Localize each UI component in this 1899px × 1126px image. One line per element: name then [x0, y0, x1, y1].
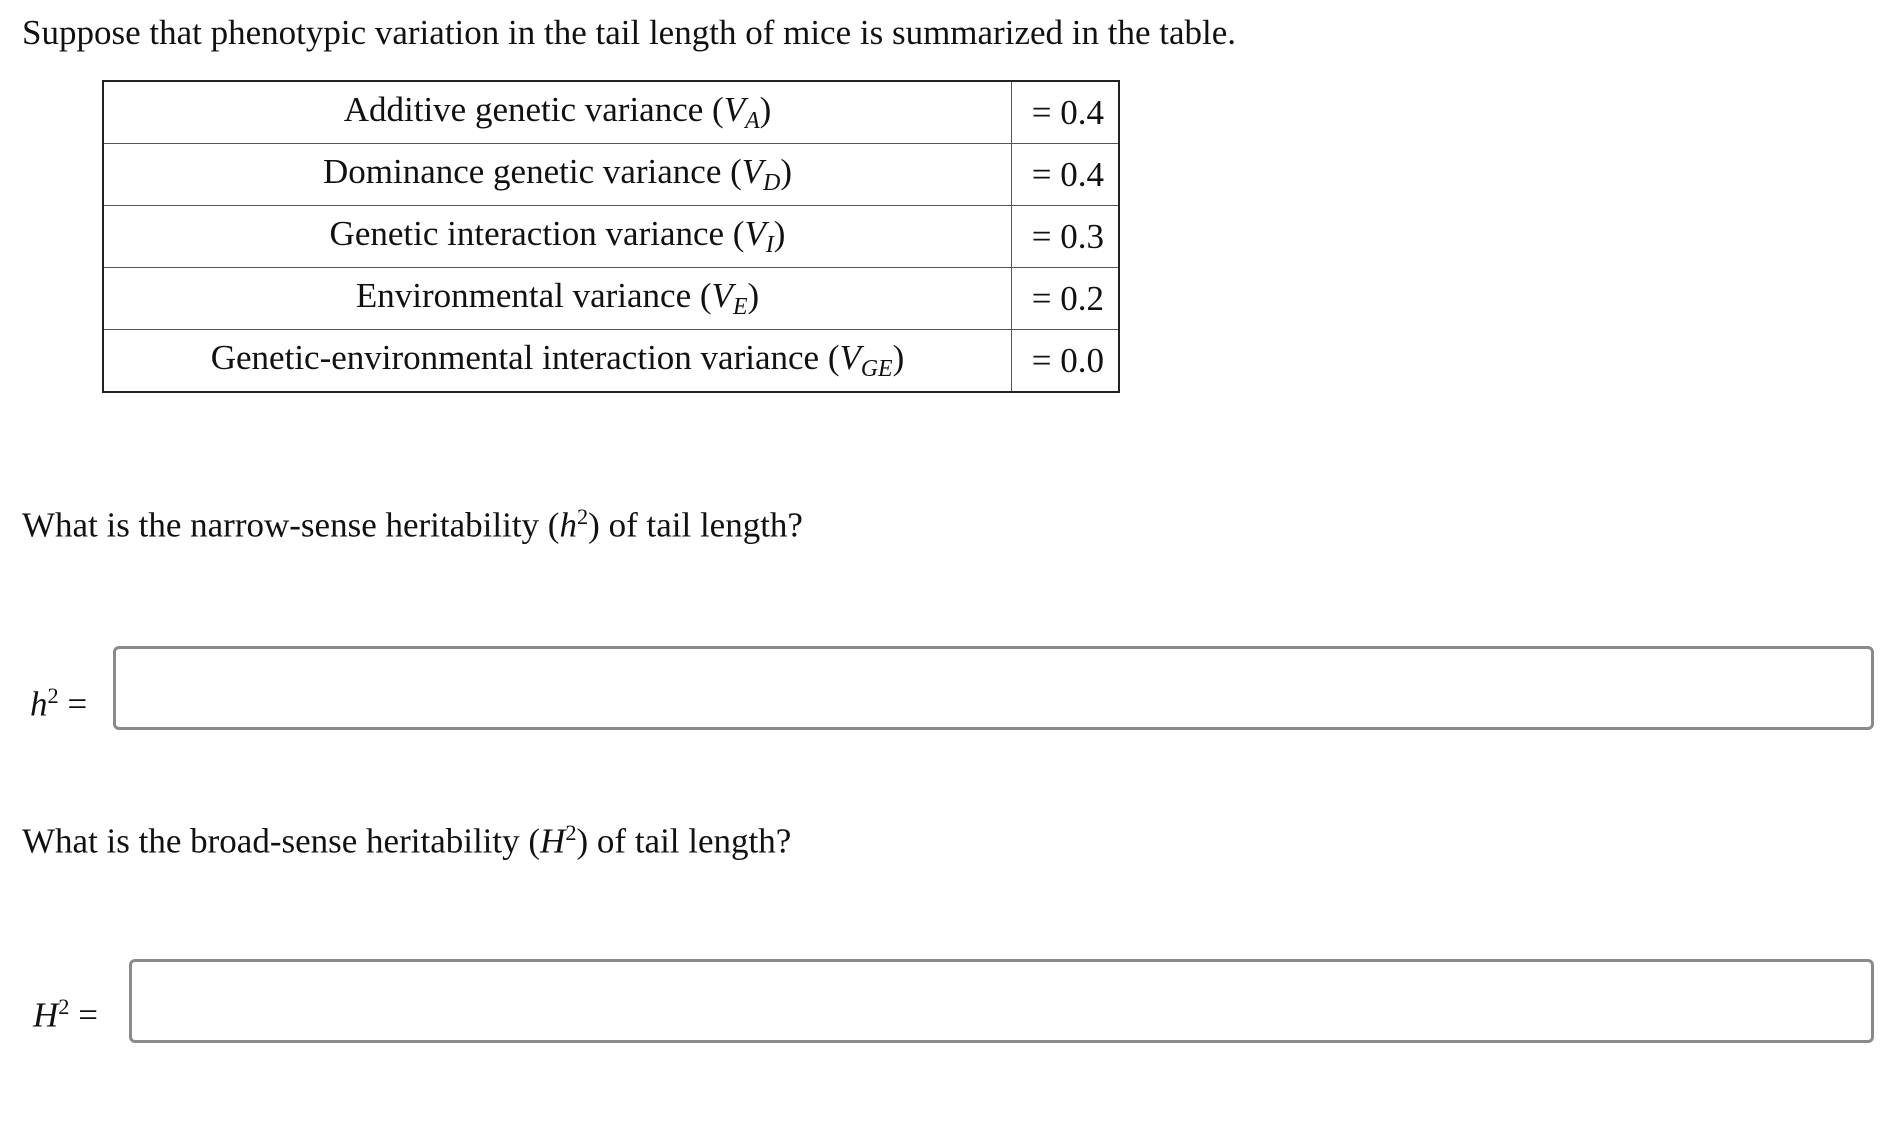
- variance-symbol: V: [744, 213, 766, 253]
- variance-table: [102, 80, 1120, 393]
- variance-label-cell: [103, 268, 1012, 330]
- table-row: [103, 268, 1119, 330]
- variance-symbol: V: [839, 337, 861, 377]
- variance-label: Genetic-environmental interaction variance (: [210, 337, 840, 377]
- intro-text: Suppose that phenotypic variation in the tail length of mice is summarized in the table.: [22, 13, 1237, 52]
- answer-superscript: 2: [47, 683, 59, 708]
- table-row: [103, 81, 1119, 144]
- variance-subscript: E: [732, 294, 748, 321]
- table-row: [103, 206, 1119, 268]
- variance-label-cell: [103, 144, 1012, 206]
- answer-equals: =: [58, 684, 88, 724]
- variance-value: = 0.0: [1012, 330, 1120, 393]
- narrow-sense-answer-input[interactable]: [113, 646, 1874, 730]
- variance-label-cell: [103, 81, 1012, 144]
- variance-label: Genetic interaction variance (: [329, 213, 745, 253]
- question-symbol: H: [540, 821, 566, 861]
- close-paren: ): [780, 151, 793, 191]
- question-text-pre: What is the narrow-sense heritability (: [22, 505, 560, 545]
- variance-label: Dominance genetic variance (: [322, 151, 742, 191]
- close-paren: ): [747, 275, 760, 315]
- answer-symbol: h: [30, 684, 48, 724]
- variance-subscript: GE: [860, 356, 893, 383]
- variance-label-cell: [103, 206, 1012, 268]
- variance-value: = 0.4: [1031, 92, 1104, 132]
- close-paren: ): [759, 89, 772, 129]
- question-text-pre: What is the broad-sense heritability (: [22, 821, 541, 861]
- question-text-post: ) of tail length?: [576, 821, 792, 861]
- question-symbol: h: [559, 505, 577, 545]
- variance-symbol: V: [711, 275, 733, 315]
- close-paren: ): [773, 213, 786, 253]
- variance-subscript: D: [763, 170, 781, 197]
- answer-superscript: 2: [58, 994, 70, 1019]
- variance-subscript: I: [765, 232, 774, 259]
- variance-label: Additive genetic variance (: [343, 89, 724, 129]
- broad-sense-answer-input[interactable]: [129, 959, 1874, 1043]
- narrow-sense-answer-label: [30, 673, 87, 726]
- variance-value: = 0.3: [1012, 206, 1120, 268]
- close-paren: ): [892, 337, 905, 377]
- variance-symbol: V: [723, 89, 746, 129]
- table-row: [103, 330, 1119, 393]
- variance-label: Environmental variance (: [355, 275, 712, 315]
- variance-value: = 0.4: [1012, 144, 1120, 206]
- table-row: [103, 144, 1119, 206]
- variance-subscript: A: [745, 108, 760, 135]
- variance-value: = 0.2: [1012, 268, 1120, 330]
- broad-sense-answer-label: [33, 984, 98, 1037]
- question-superscript: 2: [576, 504, 589, 529]
- answer-equals: =: [69, 995, 98, 1035]
- variance-symbol: V: [741, 151, 764, 191]
- question-text-post: ) of tail length?: [588, 505, 803, 545]
- answer-symbol: H: [33, 995, 59, 1035]
- variance-label-cell: [103, 330, 1012, 393]
- narrow-sense-question: [22, 494, 803, 547]
- broad-sense-question: [22, 810, 791, 863]
- question-superscript: 2: [565, 820, 577, 845]
